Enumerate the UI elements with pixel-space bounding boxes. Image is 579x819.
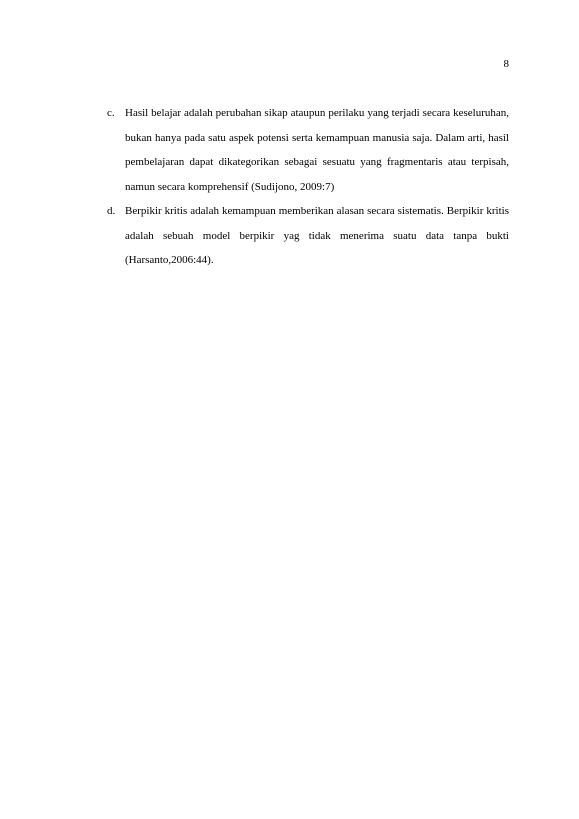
list-item-c <box>107 101 509 199</box>
list-item-d <box>107 199 509 273</box>
list-item-text: Hasil belajar adalah perubahan sikap ataupun perilaku yang terjadi secara keseluruhan, bukan hanya pada satu aspek potensi serta kemampuan manusia saja. Dalam arti, hasil pembelajaran dapat dikategorikan sebagai sesuatu yang fragmentaris atau terpisah, namun secara komprehensif (Sudijono, 2009:7) <box>125 107 509 193</box>
definition-list <box>107 101 509 273</box>
list-item-text: Berpikir kritis adalah kemampuan memberikan alasan secara sistematis. Berpikir kritis adalah sebuah model berpikir yag tidak menerima suatu data tanpa bukti (Harsanto,2006:44). <box>125 205 509 266</box>
list-marker: d. <box>107 205 116 217</box>
page-number: 8 <box>503 58 509 70</box>
list-marker: c. <box>107 107 115 119</box>
